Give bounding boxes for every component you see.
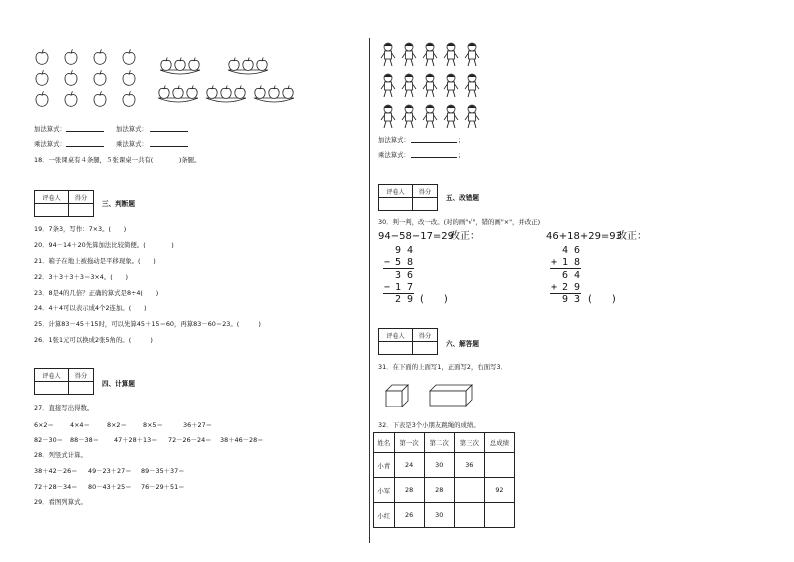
- direct-2-2: 88－38＝: [70, 436, 100, 444]
- question-32: 32．下表是3个小朋友跳绳的成绩。: [378, 421, 480, 429]
- equation-1: 94−58−17=29: [378, 231, 455, 242]
- header-name: 姓名: [374, 433, 395, 453]
- q29-add-semicolon: ；: [458, 136, 465, 144]
- cell[interactable]: [484, 453, 514, 478]
- score-label: 得分: [412, 329, 437, 342]
- child-figure-icon: [381, 43, 395, 66]
- q17-mul-blank-2[interactable]: [150, 146, 188, 147]
- work2-digits-2: 6 4: [562, 270, 581, 281]
- work1-digits-3: 1 7: [395, 282, 414, 293]
- cell[interactable]: [454, 478, 484, 503]
- vert-2-1: 72＋28－34＝: [34, 483, 78, 491]
- question-30: 30．判一判，改一改。(对的画"√"，错的画"×"，并改正): [378, 218, 541, 226]
- header-first: 第一次: [394, 433, 424, 453]
- direct-1-4: 8×5＝: [143, 421, 163, 429]
- score-cell[interactable]: [68, 204, 93, 217]
- child-figure-icon: [423, 43, 437, 66]
- reviewer-cell[interactable]: [379, 342, 413, 355]
- work2-sign-3: +: [551, 282, 558, 293]
- work2-sign-1: +: [551, 257, 558, 268]
- question-24: 24．4＋4可以表示成4个2连加。( ): [34, 304, 147, 312]
- score-table-3: [34, 190, 94, 217]
- cell: 36: [454, 453, 484, 478]
- q17-add-label: 加法算式：: [34, 125, 66, 133]
- question-20: 20．94－14＋20先算加法比较简便。( ): [34, 241, 174, 249]
- table-row: [374, 453, 515, 478]
- column-divider: [369, 38, 370, 543]
- apple-icon: [94, 70, 106, 85]
- child-figure-icon: [423, 105, 437, 128]
- q17-add-label-2: 加法算式：: [116, 125, 148, 133]
- q29-mul-label: 乘法算式：: [378, 151, 410, 159]
- score-table-4: [34, 368, 94, 395]
- work2-digits-4: 9 3: [562, 294, 581, 305]
- question-22: 22．3＋3＋3＋3＝3×4。( ): [34, 273, 128, 281]
- direct-2-1: 82－30＝: [34, 436, 64, 444]
- vert-1-3: 89－35＋37＝: [141, 467, 185, 475]
- question-26: 26．1张1元可以换成2张5角的。( ): [34, 336, 153, 344]
- reviewer-label: 评卷人: [379, 185, 413, 198]
- work1-digits-1: 5 8: [395, 257, 414, 268]
- work1-answer-paren[interactable]: ( ): [420, 294, 448, 305]
- fix-label-1: 改正：: [450, 231, 480, 242]
- score-cell[interactable]: [68, 382, 93, 395]
- cell: 28: [424, 478, 454, 503]
- plate-icon: [228, 58, 268, 75]
- work1-digits-0: 9 4: [395, 245, 414, 256]
- question-23: 23．8是4的几倍？正确的算式是8÷4( ): [34, 289, 159, 297]
- apple-plates-illustration: [158, 52, 298, 112]
- apple-icon: [94, 49, 106, 64]
- child-figure-icon: [381, 105, 395, 128]
- reviewer-label: 评卷人: [379, 329, 413, 342]
- direct-2-5: 38＋46－28＝: [220, 436, 264, 444]
- question-18: 18．一张课桌有４条腿，５张课桌一共有( )条腿。: [34, 156, 201, 164]
- vert-2-2: 80－43＋25＝: [88, 483, 132, 491]
- work1-digits-4: 2 9: [395, 294, 414, 305]
- score-table-6: [378, 328, 438, 355]
- apple-icon: [65, 91, 77, 106]
- work2-rule-1: [550, 268, 581, 269]
- direct-1-1: 6×2＝: [34, 421, 54, 429]
- work1-digits-2: 3 6: [395, 270, 414, 281]
- child-figure-icon: [402, 105, 416, 128]
- apple-icon: [65, 70, 77, 85]
- q17-mul-label: 乘法算式：: [34, 140, 66, 148]
- apple-icon: [94, 91, 106, 106]
- score-cell[interactable]: [412, 342, 437, 355]
- cell: 92: [484, 478, 514, 503]
- child-figure-icon: [402, 74, 416, 97]
- work1-sign-1: −: [384, 257, 391, 268]
- score-table-5: [378, 184, 438, 211]
- cell: 小红: [374, 503, 395, 528]
- child-figure-icon: [402, 43, 416, 66]
- section-6-title: 六、解答题: [446, 340, 479, 348]
- q17-add-blank-1[interactable]: [66, 131, 104, 132]
- child-figure-icon: [444, 74, 458, 97]
- direct-2-3: 47＋28＋13＝: [114, 436, 158, 444]
- score-label: 得分: [68, 369, 93, 382]
- cell: 30: [424, 453, 454, 478]
- section-5-title: 五、改错题: [446, 194, 479, 202]
- apple-grid-illustration: [30, 44, 140, 114]
- question-31: 31．在下面的上面写1，正面写2，右面写3．: [378, 363, 507, 371]
- child-figure-icon: [444, 43, 458, 66]
- q29-mul-semicolon: ；: [458, 151, 465, 159]
- child-figure-icon: [444, 105, 458, 128]
- header-second: 第二次: [424, 433, 454, 453]
- section-3-title: 三、判断题: [102, 200, 135, 208]
- cell: 30: [424, 503, 454, 528]
- header-third: 第三次: [454, 433, 484, 453]
- score-cell[interactable]: [412, 198, 437, 211]
- vert-2-3: 76－29＋51＝: [141, 483, 185, 491]
- plate-icon: [206, 86, 246, 103]
- reviewer-cell[interactable]: [35, 204, 69, 217]
- question-21: 21．箱子在地上被拖动是平移现象。( ): [34, 257, 156, 265]
- plate-icon: [158, 86, 198, 103]
- vert-1-2: 49－23＋27＝: [88, 467, 132, 475]
- cell: 28: [394, 478, 424, 503]
- reviewer-cell[interactable]: [35, 382, 69, 395]
- reviewer-cell[interactable]: [379, 198, 413, 211]
- direct-1-3: 8×2＝: [107, 421, 127, 429]
- q17-add-blank-2[interactable]: [150, 131, 188, 132]
- score-label: 得分: [68, 191, 93, 204]
- child-figure-icon: [423, 74, 437, 97]
- cube-illustration: [384, 383, 412, 407]
- cell[interactable]: [484, 503, 514, 528]
- direct-1-2: 4×4＝: [70, 421, 90, 429]
- vert-1-1: 38＋42－26＝: [34, 467, 78, 475]
- apple-icon: [123, 70, 135, 85]
- cell: 小青: [374, 453, 395, 478]
- reviewer-label: 评卷人: [35, 369, 69, 382]
- work2-answer-paren[interactable]: ( ): [588, 294, 616, 305]
- score-label: 得分: [412, 185, 437, 198]
- apple-icon: [36, 49, 48, 64]
- child-figure-icon: [381, 74, 395, 97]
- apple-icon: [36, 70, 48, 85]
- table-row: [374, 478, 515, 503]
- work2-digits-1: 1 8: [562, 257, 581, 268]
- table-row: [374, 503, 515, 528]
- work1-sign-3: −: [384, 282, 391, 293]
- q29-mul-blank[interactable]: [411, 157, 457, 158]
- work2-digits-3: 2 9: [562, 282, 581, 293]
- cuboid-illustration: [428, 384, 474, 408]
- q29-add-label: 加法算式：: [378, 136, 410, 144]
- cell[interactable]: [454, 503, 484, 528]
- equation-2: 46+18+29=93: [546, 231, 623, 242]
- cell: 24: [394, 453, 424, 478]
- child-figure-icon: [465, 105, 479, 128]
- question-28: 28．列竖式计算。: [34, 451, 87, 459]
- apple-icon: [123, 49, 135, 64]
- child-figure-icon: [465, 43, 479, 66]
- work1-rule-1: [383, 268, 414, 269]
- question-25: 25．计算83－45＋15时，可以先算45＋15＝60，再算83－60＝23。( ): [34, 320, 261, 328]
- child-figure-icon: [465, 74, 479, 97]
- plate-icon: [254, 86, 294, 103]
- reviewer-label: 评卷人: [35, 191, 69, 204]
- section-4-title: 四、计算题: [102, 380, 135, 388]
- fix-label-2: 改正：: [617, 231, 647, 242]
- plate-icon: [160, 58, 200, 75]
- jump-rope-scores-table: [373, 432, 515, 528]
- children-grid-illustration: [378, 38, 488, 134]
- q17-mul-blank-1[interactable]: [66, 146, 104, 147]
- direct-2-4: 72－26－24＝: [168, 436, 212, 444]
- apple-icon: [123, 91, 135, 106]
- question-29: 29．看图列算式。: [34, 498, 87, 506]
- cell: 26: [394, 503, 424, 528]
- question-27: 27．直接写出得数。: [34, 404, 94, 412]
- q17-mul-label-2: 乘法算式：: [116, 140, 148, 148]
- header-total: 总成绩: [484, 433, 514, 453]
- work2-digits-0: 4 6: [562, 245, 581, 256]
- apple-icon: [65, 49, 77, 64]
- direct-1-5: 36＋27＝: [183, 421, 213, 429]
- apple-icon: [36, 91, 48, 106]
- question-19: 19．7条3，写作：7×3。( ): [34, 225, 127, 233]
- cell: 小军: [374, 478, 395, 503]
- q29-add-blank[interactable]: [411, 142, 457, 143]
